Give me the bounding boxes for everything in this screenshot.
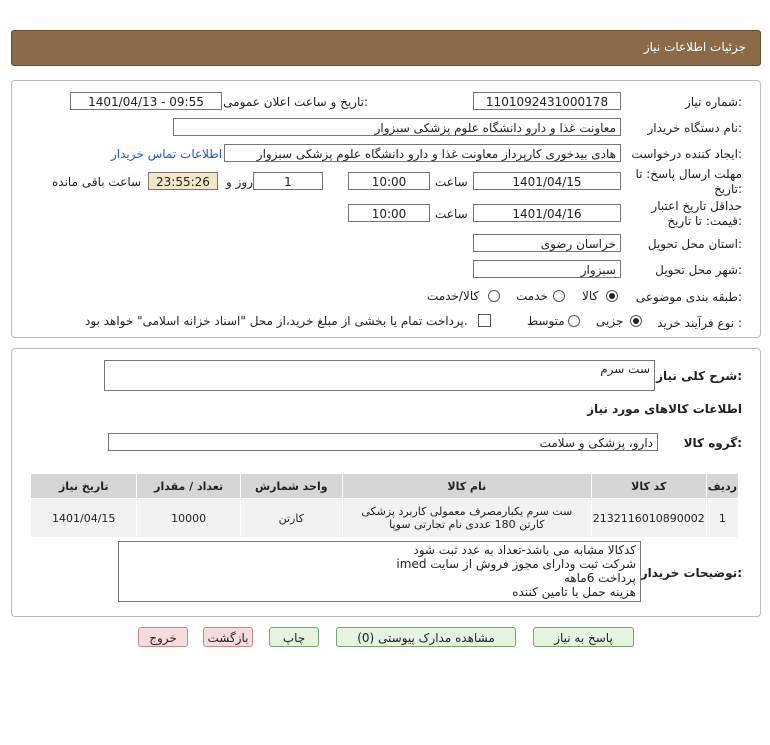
deadline-label-line2: تاریخ: xyxy=(714,182,742,196)
cell-goods-name: ست سرم یکبارمصرف معمولی کاربرد پزشکی کارتن 180 عددی نام تجارتی سوپا xyxy=(342,499,591,538)
creator-label: ایجاد کننده درخواست: xyxy=(631,147,742,161)
buyer-notes-label: توضیحات خریدار: xyxy=(640,566,742,580)
buyer-notes-box xyxy=(118,541,641,602)
deadline-time-field: 10:00 xyxy=(348,172,430,190)
announce-field: 1401/04/13 - 09:55 xyxy=(70,92,222,110)
category-option-service: خدمت xyxy=(516,289,548,303)
cell-unit: کارتن xyxy=(240,499,342,538)
need-number-label: شماره نیاز: xyxy=(684,95,742,109)
cell-row-number: 1 xyxy=(706,499,738,538)
category-radio-goods-service[interactable] xyxy=(488,290,500,302)
goods-info-title: اطلاعات کالاهای مورد نیاز xyxy=(587,402,742,416)
category-option-goods-service: کالا/خدمت xyxy=(427,289,480,303)
validity-time-label: ساعت xyxy=(435,207,468,221)
deadline-time-label: ساعت xyxy=(435,175,468,189)
buyer-note-line: شرکت ثبت ودارای مجوز فروش از سایت imed xyxy=(396,557,636,571)
col-need-date: تاریخ نیاز xyxy=(31,474,137,499)
goods-group-label: گروه کالا: xyxy=(683,436,742,450)
col-goods-name: نام کالا xyxy=(342,474,591,499)
cell-goods-code: 2132116010890002 xyxy=(591,499,706,538)
exit-button[interactable]: خروج xyxy=(138,627,188,647)
province-label: استان محل تحویل: xyxy=(647,237,742,251)
back-button[interactable]: بازگشت xyxy=(203,627,253,647)
need-description-label: شرح کلی نیاز: xyxy=(656,369,742,383)
cell-need-date: 1401/04/15 xyxy=(31,499,137,538)
treasury-payment-note: پرداخت تمام یا بخشی از مبلغ خرید،از محل "اسناد خزانه اسلامی" خواهد بود. xyxy=(85,314,468,328)
process-radio-minor[interactable] xyxy=(630,315,642,327)
validity-date-field: 1401/04/16 xyxy=(473,204,621,222)
deadline-label xyxy=(635,167,742,197)
col-unit: واحد شمارش xyxy=(240,474,342,499)
deadline-label-line1: مهلت ارسال پاسخ: تا xyxy=(635,167,742,181)
validity-label xyxy=(651,199,742,229)
days-field: 1 xyxy=(253,172,323,190)
creator-field: هادی بیدخوری کارپرداز معاونت غذا و دارو دانشگاه علوم پزشکی سبزوار xyxy=(224,144,621,162)
table-row xyxy=(31,499,739,538)
validity-label-line2: قیمت: تا تاریخ: xyxy=(667,214,742,228)
need-number-field: 1101092431000178 xyxy=(473,92,621,110)
days-label: روز و xyxy=(226,175,253,189)
process-label: نوع فرآیند خرید : xyxy=(657,316,742,330)
buyer-note-line: کدکالا مشابه می باشد-تعداد به عدد ثبت شود xyxy=(413,543,636,557)
buyer-contact-link[interactable]: اطلاعات تماس خریدار xyxy=(111,147,223,161)
category-radio-goods[interactable] xyxy=(606,290,618,302)
buyer-note-line: پرداخت 6ماهه xyxy=(563,571,636,585)
city-label: شهر محل تحویل: xyxy=(655,263,742,277)
cell-quantity: 10000 xyxy=(137,499,240,538)
province-field: خراسان رضوی xyxy=(473,234,621,252)
category-option-goods: کالا xyxy=(582,289,599,303)
process-option-medium: متوسط xyxy=(527,314,565,328)
validity-time-field: 10:00 xyxy=(348,204,430,222)
city-field: سبزوار xyxy=(473,260,621,278)
col-quantity: تعداد / مقدار xyxy=(137,474,240,499)
process-radio-medium[interactable] xyxy=(568,315,580,327)
category-radio-service[interactable] xyxy=(553,290,565,302)
buyer-org-label: نام دستگاه خریدار: xyxy=(647,121,742,135)
deadline-date-field: 1401/04/15 xyxy=(473,172,621,190)
print-button[interactable]: چاپ xyxy=(269,627,319,647)
page-header xyxy=(11,30,761,66)
buyer-note-line: هزینه حمل با تامین کننده xyxy=(512,585,636,599)
reply-button[interactable]: پاسخ به نیاز xyxy=(533,627,634,647)
need-description-field: ست سرم xyxy=(104,360,655,391)
goods-table xyxy=(30,473,739,538)
page-title: جزئیات اطلاعات نیاز xyxy=(643,40,746,54)
col-row-number: ردیف xyxy=(706,474,738,499)
buyer-org-field: معاونت غذا و دارو دانشگاه علوم پزشکی سبزوار xyxy=(173,118,621,136)
remaining-time-field: 23:55:26 xyxy=(148,172,218,190)
remaining-label: ساعت باقی مانده xyxy=(52,175,142,189)
process-option-minor: جزیی xyxy=(596,314,624,328)
announce-label: تاریخ و ساعت اعلان عمومی: xyxy=(223,95,368,109)
goods-group-field: دارو، پزشکی و سلامت xyxy=(108,433,658,451)
col-goods-code: کد کالا xyxy=(591,474,706,499)
goods-table-header xyxy=(31,474,739,499)
treasury-payment-checkbox[interactable] xyxy=(478,314,491,327)
validity-label-line1: حداقل تاریخ اعتبار xyxy=(651,199,742,213)
attachments-button[interactable]: مشاهده مدارک پیوستی (0) xyxy=(336,627,516,647)
category-label: طبقه بندی موضوعی: xyxy=(635,290,742,304)
